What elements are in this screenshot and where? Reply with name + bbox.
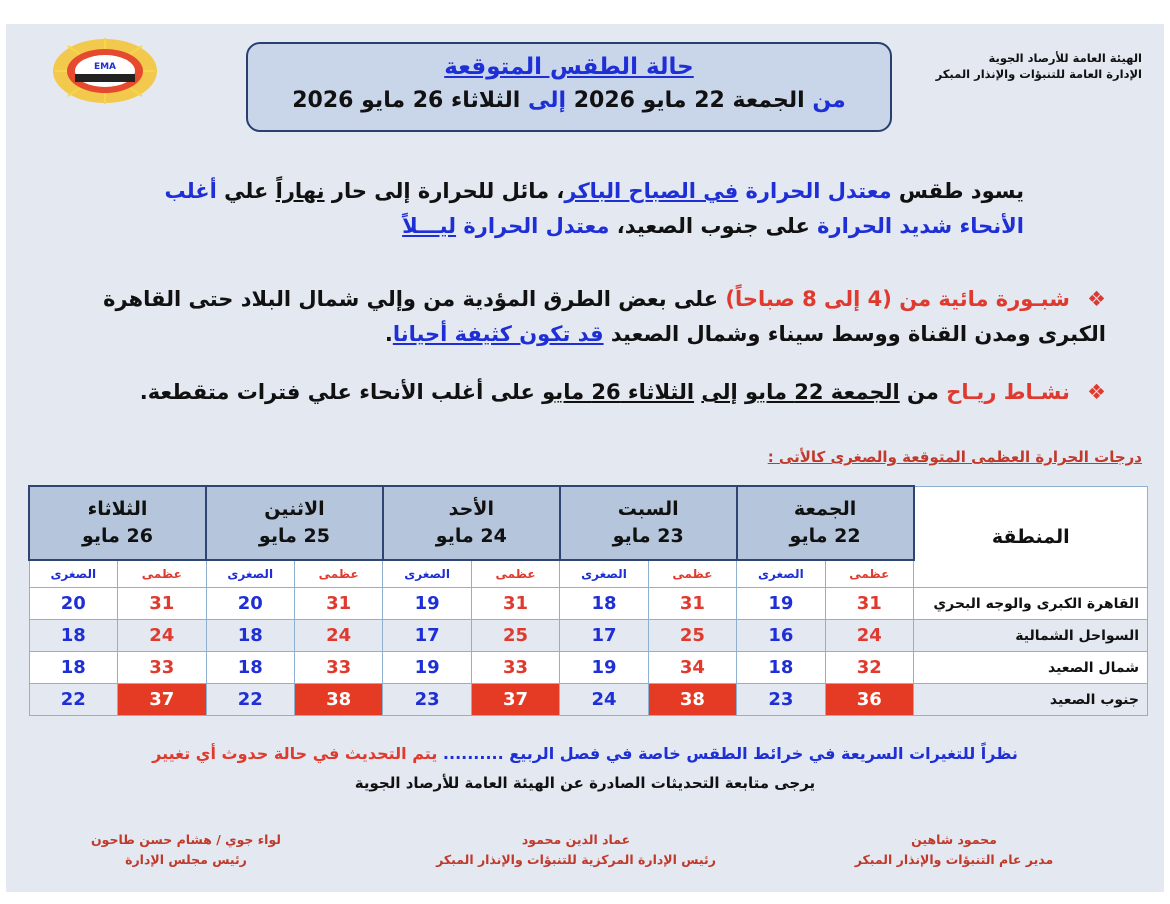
region-name: السواحل الشمالية (914, 620, 1148, 652)
fog-bullet (46, 282, 1106, 352)
max-temp: 32 (825, 652, 913, 684)
min-temp: 19 (737, 588, 825, 620)
max-temp: 33 (471, 652, 559, 684)
day-name: الأحد (448, 498, 494, 520)
max-label: عظمى (118, 560, 206, 588)
day-date: 23 مايو (612, 525, 684, 547)
max-temp: 33 (294, 652, 382, 684)
day-header (206, 486, 383, 560)
summary-text: معتدل الحرارة (463, 214, 610, 238)
date-range (248, 88, 890, 113)
min-label: الصغرى (383, 560, 471, 588)
max-temp: 31 (471, 588, 559, 620)
min-label: الصغرى (737, 560, 825, 588)
max-temp: 33 (118, 652, 206, 684)
org-line-2: الإدارة العامة للتنبؤات والإنذار المبكر (935, 67, 1142, 81)
signature-block (66, 830, 306, 870)
min-label: الصغرى (560, 560, 648, 588)
day-name: الاثنين (264, 498, 325, 520)
update-note-blue: نظراً للتغيرات السريعة في خرائط الطقس خاصة في فصل الربيع .......... (442, 744, 1018, 763)
region-name: جنوب الصعيد (914, 684, 1148, 716)
summary-text: معتدل الحرارة (745, 179, 892, 203)
table-caption: درجات الحرارة العظمى المتوقعة والصغرى كالأتى : (767, 448, 1142, 466)
organization-header (882, 50, 1142, 82)
min-temp: 18 (737, 652, 825, 684)
min-temp: 16 (737, 620, 825, 652)
signature-block (426, 830, 726, 870)
signature-name: عماد الدين محمود (521, 832, 631, 847)
title-box (246, 42, 892, 132)
day-date: 26 مايو (81, 525, 153, 547)
min-temp: 19 (383, 652, 471, 684)
min-label: الصغرى (206, 560, 294, 588)
max-temp: 37 (118, 684, 206, 716)
min-temp: 18 (206, 652, 294, 684)
max-temp: 31 (825, 588, 913, 620)
min-temp: 18 (560, 588, 648, 620)
max-label: عظمى (471, 560, 559, 588)
fog-end: . (384, 322, 393, 346)
max-label: عظمى (294, 560, 382, 588)
min-temp: 20 (29, 588, 118, 620)
org-line-1: الهيئة العامة للأرصاد الجوية (988, 51, 1142, 65)
signature-name: لواء جوي / هشام حسن طاحون (90, 832, 282, 847)
region-header: المنطقة (914, 486, 1148, 588)
max-temp: 31 (648, 588, 736, 620)
wind-bullet (46, 375, 1106, 410)
update-note-red: يتم التحديث في حالة حدوث أي تغيير (152, 744, 438, 763)
day-date: 24 مايو (435, 525, 507, 547)
table-row (29, 684, 1148, 716)
max-temp: 31 (294, 588, 382, 620)
day-header (737, 486, 914, 560)
table-row (29, 588, 1148, 620)
max-temp: 24 (825, 620, 913, 652)
max-temp: 25 (471, 620, 559, 652)
day-date: 25 مايو (258, 525, 330, 547)
wind-heading: نشـاط ريـاح (946, 380, 1070, 404)
summary-text: على جنوب الصعيد، (616, 214, 810, 238)
signature-block (824, 830, 1084, 870)
max-label: عظمى (825, 560, 913, 588)
range-from: من (812, 88, 846, 113)
wind-start: الجمعة 22 مايو (745, 380, 900, 404)
wind-text: على أغلب الأنحاء علي فترات متقطعة. (139, 380, 535, 404)
temperature-table (28, 485, 1148, 716)
signature-title: مدير عام التنبؤات والإنذار المبكر (854, 852, 1054, 867)
range-start: الجمعة 22 مايو 2026 (573, 88, 805, 113)
fog-heading: شبـورة مائية من (4 إلى 8 صباحاً) (725, 287, 1070, 311)
summary-text: ، مائل للحرارة إلى حار (331, 179, 565, 203)
min-temp: 23 (383, 684, 471, 716)
update-note (6, 744, 1164, 763)
min-temp: 22 (29, 684, 118, 716)
max-temp: 24 (118, 620, 206, 652)
min-temp: 18 (206, 620, 294, 652)
ema-logo-emblem-icon (50, 36, 160, 106)
day-header (560, 486, 737, 560)
signature-title: رئيس مجلس الإدارة (125, 852, 247, 867)
min-temp: 19 (383, 588, 471, 620)
min-temp: 20 (206, 588, 294, 620)
range-end: الثلاثاء 26 مايو 2026 (292, 88, 521, 113)
follow-note: يرجى متابعة التحديثات الصادرة عن الهيئة العامة للأرصاد الجوية (354, 774, 816, 792)
max-temp: 36 (825, 684, 913, 716)
min-temp: 17 (383, 620, 471, 652)
max-temp: 37 (471, 684, 559, 716)
max-temp: 25 (648, 620, 736, 652)
fog-text: على بعض الطرق المؤدية من وإلي شمال البلاد حتى القاهرة الكبرى ومدن القناة ووسط سيناء وشمال الصعيد (103, 287, 1106, 346)
day-header (29, 486, 206, 560)
day-header (383, 486, 560, 560)
logo-text: EMA (93, 62, 117, 72)
max-temp: 31 (118, 588, 206, 620)
min-temp: 19 (560, 652, 648, 684)
table-row (29, 652, 1148, 684)
ema-logo (50, 36, 160, 106)
region-name: القاهرة الكبرى والوجه البحري (914, 588, 1148, 620)
diamond-bullet-icon: ❖ (1087, 380, 1106, 404)
table-row (29, 620, 1148, 652)
min-temp: 24 (560, 684, 648, 716)
summary-text: أغلب الأنحاء (164, 179, 1024, 238)
signature-title: رئيس الإدارة المركزية للتنبؤات والإنذار المبكر (436, 852, 716, 867)
day-name: السبت (617, 498, 679, 520)
max-temp: 34 (648, 652, 736, 684)
min-label: الصغرى (29, 560, 118, 588)
min-temp: 18 (29, 652, 118, 684)
min-temp: 17 (560, 620, 648, 652)
wind-from: من (907, 380, 939, 404)
min-temp: 23 (737, 684, 825, 716)
summary-paragraph (124, 174, 1024, 244)
max-temp: 24 (294, 620, 382, 652)
page-title: حالة الطقس المتوقعة (444, 54, 694, 80)
summary-text: علي (224, 179, 269, 203)
summary-text: نهاراً (275, 179, 325, 203)
day-name: الثلاثاء (87, 498, 148, 520)
summary-text: يسود طقس (898, 179, 1024, 203)
day-name: الجمعة (793, 498, 857, 520)
min-temp: 22 (206, 684, 294, 716)
summary-text: ليـــلاً (402, 214, 457, 238)
day-date: 22 مايو (789, 525, 861, 547)
max-label: عظمى (648, 560, 736, 588)
wind-to: إلى (701, 380, 738, 404)
wind-end: الثلاثاء 26 مايو (542, 380, 695, 404)
max-temp: 38 (294, 684, 382, 716)
diamond-bullet-icon: ❖ (1087, 287, 1106, 311)
summary-text: شديد الحرارة (817, 214, 953, 238)
fog-tail: قد تكون كثيفة أحيانا (392, 322, 604, 346)
signature-name: محمود شاهين (911, 832, 997, 847)
range-to: إلى (527, 88, 567, 113)
region-name: شمال الصعيد (914, 652, 1148, 684)
forecast-sheet (6, 24, 1164, 892)
summary-text: في الصباح الباكر (564, 179, 739, 203)
min-temp: 18 (29, 620, 118, 652)
max-temp: 38 (648, 684, 736, 716)
